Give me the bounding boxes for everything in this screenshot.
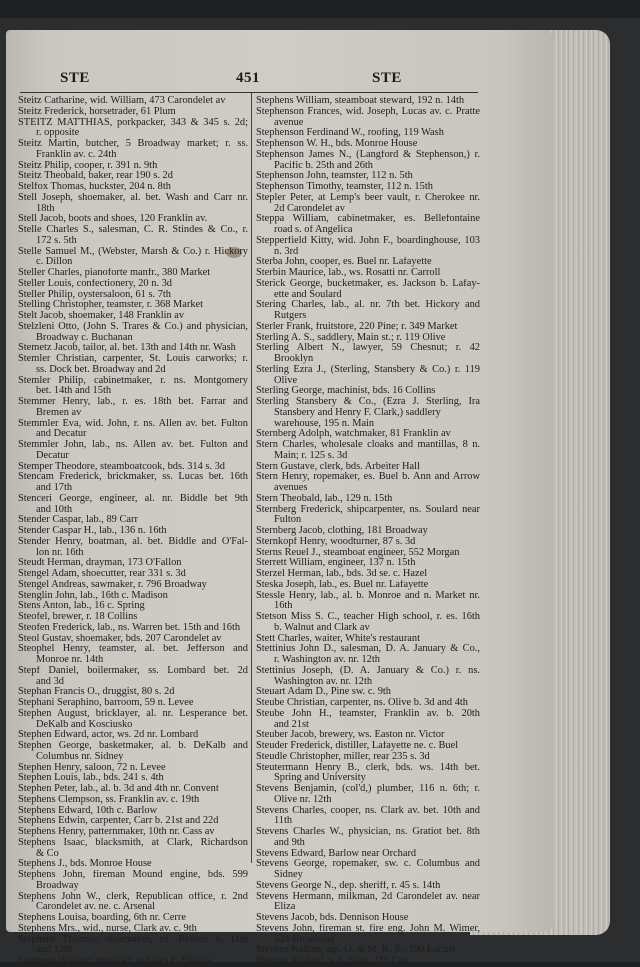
directory-entry bbox=[256, 698, 480, 709]
entry-line: Sterling Albert N., lawyer, 59 Chesnut; r. 42 bbox=[256, 343, 480, 354]
entry-continuation-line: Broadway c. Buchanan bbox=[36, 332, 133, 343]
directory-entry bbox=[18, 161, 248, 172]
entry-line: Stell Jacob, boots and shoes, 120 Franklin av. bbox=[18, 214, 208, 225]
entry-continuation-line: ss. Dock bet. Broadway and 2d bbox=[36, 364, 166, 375]
entry-continuation-line: 172 s. 5th bbox=[36, 235, 77, 246]
directory-entry bbox=[18, 795, 248, 806]
entry-line: Stevens George N., dep. sheriff, r. 45 s. 14th bbox=[256, 880, 441, 891]
entry-line: Sterling George, machinist, bds. 16 Collins bbox=[256, 386, 436, 397]
directory-entry bbox=[256, 333, 480, 344]
directory-entry bbox=[256, 494, 480, 505]
directory-entry bbox=[256, 945, 480, 956]
directory-entry bbox=[18, 118, 248, 140]
directory-entry bbox=[18, 311, 248, 322]
entry-line: Stettinius John D., salesman, D. A. January & Co., bbox=[256, 644, 480, 655]
directory-entry bbox=[256, 644, 480, 666]
directory-entry bbox=[256, 462, 480, 473]
entry-line: Stephenson Frances, wid. Joseph, Lucas av. c. Pratte bbox=[256, 106, 480, 117]
directory-entry bbox=[256, 580, 480, 591]
directory-entry bbox=[18, 214, 248, 225]
entry-line: Stelzleni Otto, (John S. Trares & Co.) and physician, bbox=[18, 321, 248, 332]
directory-entry bbox=[18, 730, 248, 741]
entry-continuation-line: and 17th bbox=[36, 483, 73, 493]
directory-entry bbox=[18, 279, 248, 290]
directory-entry bbox=[256, 913, 480, 924]
directory-entry bbox=[18, 580, 248, 591]
entry-continuation-line: 16th bbox=[274, 601, 293, 612]
entry-line: Stephens Louisa, boarding, 6th nr. Cerre bbox=[18, 913, 186, 923]
directory-entry bbox=[18, 924, 248, 935]
entry-continuation-line: Broadway bbox=[36, 880, 79, 891]
directory-entry bbox=[256, 322, 480, 333]
directory-entry bbox=[256, 666, 480, 688]
entry-line: Stephens William, moulder, at Giles F. Filley's bbox=[18, 956, 212, 966]
directory-entry bbox=[256, 429, 480, 440]
entry-line: Stephens Thomas, shoemaker, ns. Benton b. 11th bbox=[18, 934, 248, 945]
directory-entry bbox=[256, 956, 480, 967]
entry-line: Stender Caspar H., lab., 136 n. 16th bbox=[18, 526, 167, 536]
directory-entry bbox=[18, 666, 248, 688]
directory-entry bbox=[256, 96, 480, 107]
entry-line: Stern Gustave, clerk, bds. Arbeiter Hall bbox=[256, 461, 420, 472]
directory-entry bbox=[256, 505, 480, 527]
entry-continuation-line: and 10th bbox=[36, 504, 73, 515]
entry-line: Stephan Francis O., druggist, 80 s. 2d bbox=[18, 687, 175, 698]
entry-continuation-line: 2d Carondelet av bbox=[274, 203, 345, 214]
directory-entry bbox=[256, 849, 480, 860]
entry-continuation-line: and 9th bbox=[274, 837, 305, 848]
directory-entry bbox=[18, 268, 248, 279]
entry-line: Sterns Reuel J., steamboat engineer, 552 Morgan bbox=[256, 547, 460, 558]
entry-continuation-line: Olive bbox=[274, 375, 298, 386]
entry-continuation-line: Eliza bbox=[274, 902, 296, 913]
entry-line: Stephen George, basketmaker, al. b. DeKalb and bbox=[18, 741, 248, 751]
entry-continuation-line: DeKalb and Kosciusko bbox=[36, 719, 133, 730]
entry-continuation-line: 18th bbox=[36, 203, 55, 214]
entry-line: Stelling Christopher, teamster, r. 368 Market bbox=[18, 300, 204, 311]
directory-entry bbox=[18, 440, 248, 462]
entry-line: Steuber Jacob, brewery, ws. Easton nr. Victor bbox=[256, 730, 445, 741]
entry-line: Steitz Frederick, horsetrader, 61 Plum bbox=[18, 106, 176, 117]
entry-line: Steitz Theobald, baker, rear 190 s. 2d bbox=[18, 171, 173, 182]
entry-line: Stengel Adam, shoecutter, rear 331 s. 3d bbox=[18, 569, 186, 579]
directory-entry bbox=[18, 634, 248, 645]
directory-entry bbox=[256, 924, 480, 946]
entry-line: Stemmler Eva, wid. John, r. ns. Allen av. bet. Fulton bbox=[18, 418, 248, 429]
directory-entry bbox=[256, 558, 480, 569]
column-divider bbox=[251, 93, 252, 863]
entry-line: Steuder Frederick, distiller, Lafayette ne. c. Buel bbox=[256, 741, 459, 751]
entry-continuation-line: & Co bbox=[36, 848, 59, 859]
entry-line: Stevens Hermann, milkman, 2d Carondelet av. near bbox=[256, 891, 480, 902]
directory-entry bbox=[256, 150, 480, 172]
entry-line: Stephani Seraphino, barroom, 59 n. Levee bbox=[18, 698, 194, 708]
entry-line: Steller Philip, oystersaloon, 61 s. 7th bbox=[18, 289, 171, 300]
directory-entry bbox=[18, 806, 248, 817]
entry-line: Sterrett William, engineer, 137 n. 15th bbox=[256, 558, 416, 569]
directory-entry bbox=[256, 569, 480, 580]
entry-line: Stephen Henry, saloon, 72 n. Levee bbox=[18, 762, 166, 773]
entry-line: Sternkopf Henry, woodturner, 87 s. 3d bbox=[256, 536, 416, 547]
entry-continuation-line: Franklin av. c. 24th bbox=[36, 149, 117, 160]
directory-entry bbox=[256, 343, 480, 365]
directory-entry bbox=[18, 107, 248, 118]
entry-line: Sternberg Jacob, clothing, 181 Broadway bbox=[256, 526, 428, 536]
directory-entry bbox=[256, 634, 480, 645]
entry-continuation-line: and 12th bbox=[36, 945, 73, 956]
entry-line: Steophel Henry, teamster, al. bet. Jefferson and bbox=[18, 644, 248, 655]
entry-line: Steube John H., teamster, Franklin av. b. 20th bbox=[256, 708, 480, 719]
entry-continuation-line: Washington av. nr. 12th bbox=[274, 676, 373, 687]
entry-line: Stephen Louis, lab., bds. 241 s. 4th bbox=[18, 773, 164, 784]
entry-line: Stemmer Henry, lab., r. es. 18th bet. Farrar and bbox=[18, 397, 248, 407]
page-number: 451 bbox=[236, 70, 260, 86]
entry-line: Stepperfield Kitty, wid. John F., boardinghouse, 103 bbox=[256, 235, 480, 246]
directory-entry bbox=[18, 343, 248, 354]
entry-line: Stell Joseph, shoemaker, al. bet. Wash and Carr nr. bbox=[18, 192, 248, 203]
entry-line: Stephens William, steamboat steward, 192 n. 14th bbox=[256, 96, 465, 106]
directory-entry bbox=[256, 440, 480, 462]
entry-line: Steuart Adam D., Pine sw. c. 9th bbox=[256, 687, 391, 698]
directory-entry bbox=[256, 730, 480, 741]
directory-entry bbox=[18, 591, 248, 602]
entry-line: Steudle Christopher, miller, rear 235 s. 3d bbox=[256, 751, 430, 762]
entry-line: Stemetz Jacob, tailor, al. bet. 13th and 14th nr. Wash bbox=[18, 343, 236, 354]
entry-line: Stenceri George, engineer, al. nr. Biddle bet 9th bbox=[18, 493, 248, 504]
directory-entry bbox=[18, 537, 248, 559]
entry-line: Stephens Isaac, blacksmith, at Clark, Richardson bbox=[18, 837, 248, 848]
entry-line: Sterling Ezra J., (Sterling, Stansbery & Co.) r. 119 bbox=[256, 364, 480, 375]
entry-line: Stephens J., bds. Monroe House bbox=[18, 859, 152, 870]
entry-line: Steitz Philip, cooper, r. 391 n. 9th bbox=[18, 160, 158, 171]
entry-line: Stelle Charles S., salesman, C. R. Stindes & Co., r. bbox=[18, 225, 248, 235]
entry-line: Stenglin John, lab., 16th c. Madison bbox=[18, 590, 168, 601]
directory-entry bbox=[18, 247, 248, 269]
directory-entry bbox=[18, 741, 248, 763]
entry-continuation-line: 11th bbox=[274, 816, 293, 827]
directory-entry bbox=[18, 773, 248, 784]
directory-entry bbox=[18, 892, 248, 914]
directory-entry bbox=[18, 827, 248, 838]
entry-line: Stelle Samuel M., (Webster, Marsh & Co.) r. Hickory bbox=[18, 246, 248, 257]
directory-entry bbox=[256, 591, 480, 613]
directory-entry bbox=[256, 806, 480, 828]
directory-entry bbox=[18, 419, 248, 441]
directory-entry bbox=[256, 548, 480, 559]
entry-line: Stender Henry, boatman, al. bet. Biddle and O'Fal- bbox=[18, 536, 248, 547]
entry-line: Sternberg Adolph, watchmaker, 81 Franklin av bbox=[256, 429, 451, 440]
directory-entry bbox=[18, 494, 248, 516]
directory-entry bbox=[18, 838, 248, 860]
directory-entry bbox=[256, 300, 480, 322]
entry-continuation-line: and 3d bbox=[36, 676, 64, 687]
directory-entry bbox=[18, 300, 248, 311]
entry-continuation-line: Olive nr. 12th bbox=[274, 794, 332, 805]
entry-continuation-line: avenue bbox=[274, 117, 304, 128]
entry-continuation-line: r. Washington av. nr. 12th bbox=[274, 655, 380, 665]
entry-line: Stemler Christian, carpenter, St. Louis carworks; r. bbox=[18, 354, 248, 364]
entry-line: Stens Anton, lab., 16 c. Spring bbox=[18, 601, 145, 612]
entry-line: Stephenson James N., (Langford & Stephenson,) r. bbox=[256, 149, 480, 160]
directory-entry bbox=[256, 257, 480, 268]
entry-continuation-line: Carondelet av. ne. c. Arsenal bbox=[36, 902, 156, 913]
entry-continuation-line: Bremen av bbox=[36, 407, 82, 418]
entry-continuation-line: c. Dillon bbox=[36, 257, 73, 268]
entry-line: Sterzel Herman, lab., bds. 3d se. c. Hazel bbox=[256, 569, 428, 579]
entry-continuation-line: warehouse, 195 n. Main bbox=[274, 418, 375, 429]
directory-entry bbox=[18, 225, 248, 247]
directory-entry bbox=[18, 96, 248, 107]
entry-continuation-line: b. Walnut and Clark av bbox=[274, 622, 370, 633]
directory-entry bbox=[256, 193, 480, 215]
entry-line: Steutermann Henry B., clerk, bds. ws. 14th bet. bbox=[256, 762, 480, 773]
entry-line: Stephenson W. H., bds. Monroe House bbox=[256, 139, 418, 149]
entry-continuation-line: Main; r. 125 s. 3d bbox=[274, 450, 348, 461]
directory-entry bbox=[18, 816, 248, 827]
entry-line: Sterler Frank, fruitstore, 220 Pine; r. 349 Market bbox=[256, 321, 458, 332]
entry-continuation-line: Spring and University bbox=[274, 773, 366, 784]
right-column bbox=[256, 96, 480, 967]
entry-line: Stelfox Thomas, huckster, 204 n. 8th bbox=[18, 182, 171, 192]
directory-entry bbox=[256, 214, 480, 236]
directory-entry bbox=[18, 139, 248, 161]
entry-line: Sterick George, bucketmaker, es. Jackson b. Lafay- bbox=[256, 278, 480, 289]
directory-entry bbox=[256, 472, 480, 494]
directory-entry bbox=[256, 827, 480, 849]
directory-entry bbox=[18, 182, 248, 193]
entry-line: Sterling A. S., saddlery, Main st.; r. 119 Olive bbox=[256, 332, 446, 343]
directory-entry bbox=[18, 644, 248, 666]
entry-line: Stevens Edward, Barlow near Orchard bbox=[256, 848, 417, 859]
entry-line: Stepler Peter, at Lemp's beer vault, r. Cherokee nr. bbox=[256, 192, 480, 203]
entry-line: Stengel Andreas, sawmaker, r. 796 Broadway bbox=[18, 579, 207, 590]
entry-line: Stetson Miss S. C., teacher High school, r. es. 16th bbox=[256, 612, 480, 622]
entry-line: Stephenson Ferdinand W., roofing, 119 Wash bbox=[256, 128, 444, 139]
directory-entry bbox=[256, 892, 480, 914]
right-guide-word: STE bbox=[372, 70, 402, 86]
directory-entry bbox=[18, 322, 248, 344]
entry-line: Steller Charles, pianoforte manfr., 380 Market bbox=[18, 268, 211, 278]
entry-continuation-line: bet. 14th and 15th bbox=[36, 386, 112, 397]
entry-line: Stephens Edwin, carpenter, Carr b. 21st and 22d bbox=[18, 816, 219, 827]
entry-line: Steol Gustav, shoemaker, bds. 207 Carondelet av bbox=[18, 633, 222, 644]
directory-entry bbox=[256, 763, 480, 785]
entry-line: Stemmler John, lab., ns. Allen av. bet. Fulton and bbox=[18, 440, 248, 450]
directory-entry bbox=[18, 763, 248, 774]
directory-entry bbox=[256, 397, 480, 429]
directory-entry bbox=[256, 182, 480, 193]
entry-line: Stephen August, bricklayer, al. nr. Lesperance bet. bbox=[18, 708, 248, 719]
entry-line: Stettinius Joseph, (D. A. January & Co.) r. ns. bbox=[256, 665, 480, 676]
entry-continuation-line: 524 Broadway bbox=[274, 934, 335, 945]
directory-entry bbox=[256, 107, 480, 129]
entry-line: Stephens Mrs., wid., nurse, Clark av. c. 9th bbox=[18, 923, 197, 934]
directory-entry bbox=[256, 752, 480, 763]
entry-line: Stevens Charles, cooper, ns. Clark av. bet. 10th and bbox=[256, 805, 480, 816]
entry-continuation-line: n. 3rd bbox=[274, 246, 299, 257]
entry-line: Stering Charles, lab., al. nr. 7th bet. Hickory and bbox=[256, 300, 480, 311]
entry-line: Sterling Stansbery & Co., (Ezra J. Sterling, Ira bbox=[256, 397, 480, 407]
entry-line: Stevens George, ropemaker, sw. c. Columbus and bbox=[256, 859, 480, 870]
directory-entry bbox=[18, 171, 248, 182]
directory-entry bbox=[18, 376, 248, 398]
entry-continuation-line: r. opposite bbox=[36, 128, 80, 139]
entry-line: Stemler Philip, cabinetmaker, r. ns. Montgomery bbox=[18, 375, 248, 386]
entry-line: Sternberg Frederick, shipcarpenter, ns. Soulard near bbox=[256, 504, 480, 515]
entry-line: Steller Louis, confectionery, 20 n. 3d bbox=[18, 278, 172, 289]
directory-entry bbox=[18, 913, 248, 924]
entry-continuation-line: ette and Soulard bbox=[274, 289, 342, 300]
entry-line: Stevens Benjamin, (col'd,) plumber, 116 n. 6th; r. bbox=[256, 784, 480, 794]
entry-line: Stephenson John, teamster, 112 n. 5th bbox=[256, 171, 413, 182]
entry-continuation-line: and Decatur bbox=[36, 429, 87, 440]
entry-continuation-line: and 21st bbox=[274, 719, 309, 730]
entry-continuation-line: Columbus nr. Sidney bbox=[36, 751, 124, 762]
directory-entry bbox=[18, 687, 248, 698]
directory-entry bbox=[18, 290, 248, 301]
entry-line: Steska Joseph, lab., es. Buel nr. Lafayette bbox=[256, 579, 429, 590]
entry-line: Stevens John, fireman st. fire eng. John M. Wimer, bbox=[256, 923, 480, 934]
entry-continuation-line: Stansbery and Henry F. Clark,) saddlery bbox=[274, 407, 441, 418]
entry-line: Steofel, brewer, r. 18 Collins bbox=[18, 612, 138, 622]
directory-entry bbox=[18, 569, 248, 580]
directory-entry bbox=[256, 859, 480, 881]
directory-entry bbox=[18, 612, 248, 623]
entry-line: Stephens John, fireman Mound engine, bds. 599 bbox=[18, 870, 248, 880]
entry-line: Steppa William, cabinetmaker, es. Bellefontaine bbox=[256, 214, 480, 225]
left-column bbox=[18, 96, 248, 967]
entry-line: Stett Charles, waiter, White's restaurant bbox=[256, 633, 421, 644]
entry-line: Stender Caspar, lab., 89 Carr bbox=[18, 515, 138, 526]
directory-entry bbox=[18, 698, 248, 709]
entry-line: Stern Henry, ropemaker, es. Buel b. Ann and Arrow bbox=[256, 472, 480, 483]
directory-entry bbox=[18, 956, 248, 967]
entry-line: Stephens Edward, 10th c. Barlow bbox=[18, 805, 158, 816]
entry-line: Steube Christian, carpenter, ns. Olive b. 3d and 4th bbox=[256, 698, 468, 708]
entry-line: Sterba John, cooper, es. Buel nr. Lafayette bbox=[256, 257, 432, 268]
directory-entry bbox=[18, 397, 248, 419]
entry-line: Steitz Catharine, wid. William, 473 Carondelet av bbox=[18, 96, 226, 106]
directory-entry bbox=[256, 537, 480, 548]
entry-line: Stephenson Timothy, teamster, 112 n. 15th bbox=[256, 182, 433, 192]
entry-line: Stemper Theodore, steamboatcook, bds. 314 s. 3d bbox=[18, 461, 226, 472]
entry-continuation-line: avenues bbox=[274, 483, 308, 493]
directory-entry bbox=[18, 354, 248, 376]
entry-line: STEITZ MATTHIAS, porkpacker, 343 & 345 s. 2d; bbox=[18, 117, 248, 128]
entry-line: Stephens John W., clerk, Republican office, r. 2nd bbox=[18, 891, 248, 902]
directory-entry bbox=[18, 515, 248, 526]
entry-line: Stencam Frederick, brickmaker, ss. Lucas bet. 16th bbox=[18, 472, 248, 483]
directory-entry bbox=[18, 526, 248, 537]
entry-line: Stephen Edward, actor, ws. 2d nr. Lombard bbox=[18, 730, 199, 741]
directory-entry bbox=[256, 612, 480, 634]
entry-continuation-line: Brooklyn bbox=[274, 354, 314, 364]
entry-line: Stepf Daniel, boilermaker, ss. Lombard bet. 2d bbox=[18, 665, 248, 676]
directory-entry bbox=[256, 139, 480, 150]
directory-entry bbox=[256, 386, 480, 397]
directory-entry bbox=[256, 268, 480, 279]
entry-line: Stevens Jacob, bds. Dennison House bbox=[256, 913, 409, 923]
entry-line: Stevens Nathan, agt. O. & M. R. R., 190 Locust bbox=[256, 945, 456, 956]
directory-entry bbox=[18, 935, 248, 957]
left-guide-word: STE bbox=[60, 70, 90, 86]
directory-entry bbox=[18, 870, 248, 892]
entry-continuation-line: Fulton bbox=[274, 515, 302, 526]
entry-line: Stephens Clempson, ss. Franklin av. c. 19th bbox=[18, 794, 200, 805]
directory-entry bbox=[256, 741, 480, 752]
entry-line: Stephen Peter, lab., al. b. 3d and 4th nr. Convent bbox=[18, 784, 219, 794]
entry-line: Steitz Martin, butcher, 5 Broadway market; r. ss. bbox=[18, 139, 248, 149]
entry-continuation-line: Decatur bbox=[36, 450, 69, 461]
directory-entry bbox=[256, 709, 480, 731]
directory-entry bbox=[18, 601, 248, 612]
directory-entry bbox=[256, 784, 480, 806]
directory-entry bbox=[18, 462, 248, 473]
directory-entry bbox=[18, 623, 248, 634]
entry-line: Stevens Richard, s. b. pilot, 239 Carr bbox=[256, 956, 410, 966]
directory-entry bbox=[18, 472, 248, 494]
directory-entry bbox=[256, 171, 480, 182]
entry-continuation-line: Pacific b. 25th and 26th bbox=[274, 160, 373, 171]
entry-continuation-line: road s. of Angelica bbox=[274, 225, 353, 235]
entry-line: Stephens Henry, patternmaker, 10th nr. Cass av bbox=[18, 827, 215, 837]
directory-entry bbox=[256, 279, 480, 301]
directory-entry bbox=[18, 193, 248, 215]
directory-entry bbox=[256, 365, 480, 387]
entry-line: Stern Theobald, lab., 129 n. 15th bbox=[256, 493, 393, 504]
directory-entry bbox=[256, 236, 480, 258]
entry-line: Stelt Jacob, shoemaker, 148 Franklin av bbox=[18, 311, 185, 321]
entry-continuation-line: lon nr. 16th bbox=[36, 547, 84, 558]
directory-entry bbox=[18, 709, 248, 731]
entry-line: Stevens Charles W., physician, ns. Gratiot bet. 8th bbox=[256, 827, 480, 837]
entry-continuation-line: Rutgers bbox=[274, 311, 307, 321]
entry-line: Stessle Henry, lab., al. b. Monroe and n. Market nr. bbox=[256, 590, 480, 601]
entry-continuation-line: Monroe nr. 14th bbox=[36, 655, 104, 665]
directory-entry bbox=[18, 859, 248, 870]
directory-entry bbox=[256, 526, 480, 537]
entry-line: Stern Charles, wholesale cloaks and mantillas, 8 n. bbox=[256, 440, 480, 450]
directory-entry bbox=[18, 558, 248, 569]
entry-line: Steofen Frederick, lab., ns. Warren bet. 15th and 16th bbox=[18, 622, 241, 633]
header-rule bbox=[20, 92, 478, 93]
entry-line: Steudt Herman, drayman, 173 O'Fallon bbox=[18, 558, 182, 569]
entry-line: Sterbin Maurice, lab., ws. Rosatti nr. Carroll bbox=[256, 268, 441, 278]
directory-entry bbox=[256, 881, 480, 892]
directory-entry bbox=[18, 784, 248, 795]
entry-continuation-line: Sidney bbox=[274, 870, 303, 880]
directory-entry bbox=[256, 687, 480, 698]
directory-entry bbox=[256, 128, 480, 139]
